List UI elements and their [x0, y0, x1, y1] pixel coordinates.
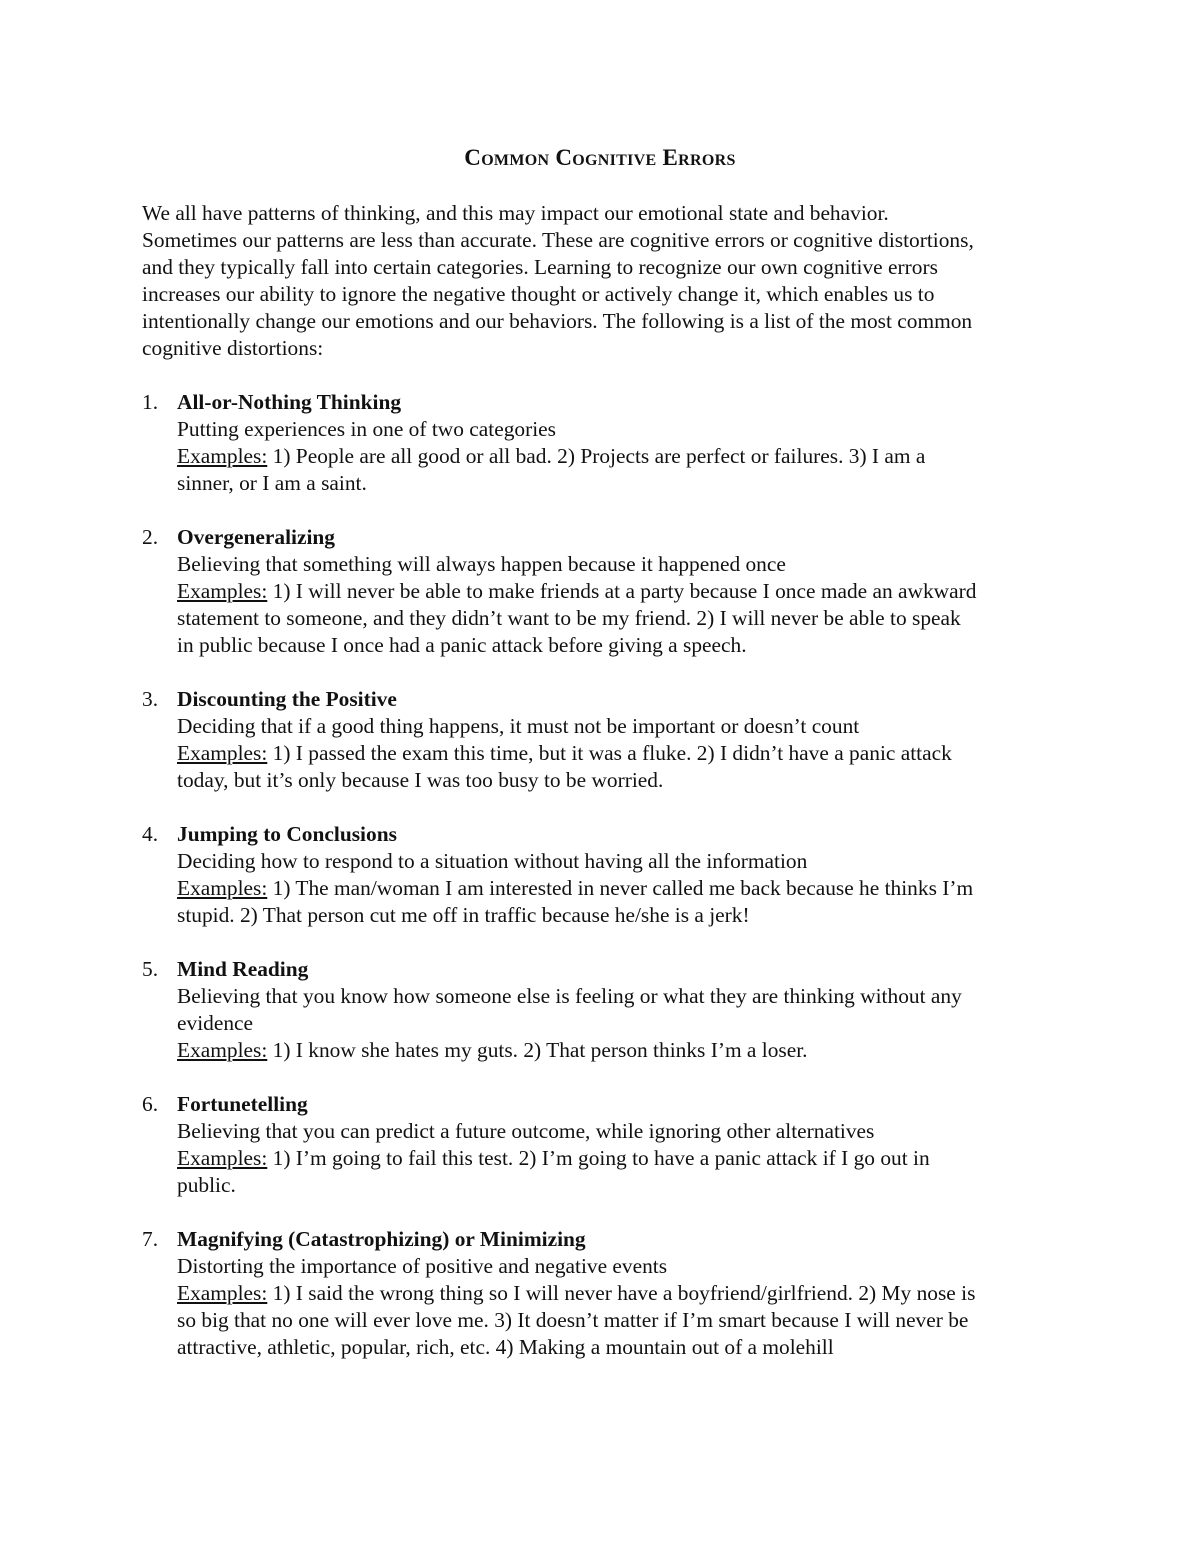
item-title: Discounting the Positive: [177, 687, 397, 711]
item-number: 6.: [142, 1092, 159, 1116]
item-title: Overgeneralizing: [177, 525, 336, 549]
item-number: 7.: [142, 1227, 159, 1251]
cognitive-errors-list: [142, 389, 1072, 1388]
intro-line: intentionally change our emotions and our behaviors. The following is a list of the most common: [142, 309, 973, 333]
examples-continuation: sinner, or I am a saint.: [177, 471, 367, 495]
item-number: 2.: [142, 525, 159, 549]
examples-continuation: stupid. 2) That person cut me off in traffic because he/she is a jerk!: [177, 903, 750, 927]
item-description: Believing that you know how someone else is feeling or what they are thinking without any: [177, 984, 962, 1008]
item-number: 4.: [142, 822, 159, 846]
examples-label: Examples:: [177, 579, 268, 603]
examples-text: 1) I said the wrong thing so I will never have a boyfriend/girlfriend. 2) My nose is: [267, 1281, 976, 1305]
item-body: [177, 1091, 1072, 1199]
examples-label: Examples:: [177, 444, 268, 468]
item-description: Deciding that if a good thing happens, it must not be important or doesn’t count: [177, 714, 860, 738]
list-item: [142, 524, 1072, 659]
item-description: Believing that you can predict a future outcome, while ignoring other alternatives: [177, 1119, 875, 1143]
list-item: [142, 956, 1072, 1064]
intro-line: Sometimes our patterns are less than accurate. These are cognitive errors or cognitive distortions,: [142, 228, 974, 252]
list-item: [142, 821, 1072, 929]
item-examples-line: [177, 875, 1072, 902]
examples-text: 1) The man/woman I am interested in never called me back because he thinks I’m: [267, 876, 974, 900]
item-number: 3.: [142, 687, 159, 711]
examples-text: 1) I know she hates my guts. 2) That person thinks I’m a loser.: [267, 1038, 808, 1062]
examples-label: Examples:: [177, 876, 268, 900]
item-description: Believing that something will always happen because it happened once: [177, 552, 786, 576]
document-title: Common Cognitive Errors: [464, 145, 736, 170]
examples-label: Examples:: [177, 1281, 268, 1305]
item-examples-line: [177, 443, 1072, 470]
item-description: Deciding how to respond to a situation without having all the information: [177, 849, 808, 873]
item-number: 1.: [142, 390, 159, 414]
examples-text: 1) I passed the exam this time, but it was a fluke. 2) I didn’t have a panic attack: [267, 741, 952, 765]
item-title: Magnifying (Catastrophizing) or Minimizing: [177, 1227, 586, 1251]
examples-label: Examples:: [177, 741, 268, 765]
item-title: All-or-Nothing Thinking: [177, 390, 402, 414]
item-examples-line: [177, 740, 1072, 767]
list-item: [142, 1091, 1072, 1199]
item-description: Putting experiences in one of two categories: [177, 417, 556, 441]
item-number: 5.: [142, 957, 159, 981]
item-description: evidence: [177, 1011, 254, 1035]
list-item: [142, 389, 1072, 497]
examples-continuation: statement to someone, and they didn’t want to be my friend. 2) I will never be able to speak: [177, 606, 961, 630]
item-examples-line: [177, 1037, 1072, 1064]
examples-continuation: in public because I once had a panic attack before giving a speech.: [177, 633, 747, 657]
item-examples-line: [177, 1280, 1072, 1307]
item-description: Distorting the importance of positive and negative events: [177, 1254, 668, 1278]
item-title: Fortunetelling: [177, 1092, 308, 1116]
intro-paragraph: [142, 200, 1062, 362]
intro-line: We all have patterns of thinking, and this may impact our emotional state and behavior.: [142, 201, 889, 225]
list-item: [142, 686, 1072, 794]
examples-label: Examples:: [177, 1146, 268, 1170]
intro-line: increases our ability to ignore the negative thought or actively change it, which enables us to: [142, 282, 935, 306]
intro-line: and they typically fall into certain categories. Learning to recognize our own cognitive errors: [142, 255, 938, 279]
examples-continuation: attractive, athletic, popular, rich, etc. 4) Making a mountain out of a molehill: [177, 1335, 834, 1359]
examples-label: Examples:: [177, 1038, 268, 1062]
item-title: Jumping to Conclusions: [177, 822, 397, 846]
examples-text: 1) People are all good or all bad. 2) Projects are perfect or failures. 3) I am a: [267, 444, 926, 468]
item-examples-line: [177, 1145, 1072, 1172]
examples-continuation: today, but it’s only because I was too busy to be worried.: [177, 768, 664, 792]
item-title: Mind Reading: [177, 957, 309, 981]
examples-text: 1) I will never be able to make friends at a party because I once made an awkward: [267, 579, 977, 603]
item-body: [177, 686, 1072, 794]
item-body: [177, 389, 1072, 497]
item-body: [177, 524, 1072, 659]
intro-line: cognitive distortions:: [142, 336, 324, 360]
examples-continuation: so big that no one will ever love me. 3) It doesn’t matter if I’m smart because I will never be: [177, 1308, 969, 1332]
list-item: [142, 1226, 1072, 1361]
examples-text: 1) I’m going to fail this test. 2) I’m going to have a panic attack if I go out in: [267, 1146, 930, 1170]
item-body: [177, 1226, 1072, 1361]
examples-continuation: public.: [177, 1173, 236, 1197]
item-body: [177, 956, 1072, 1064]
item-examples-line: [177, 578, 1072, 605]
item-body: [177, 821, 1072, 929]
